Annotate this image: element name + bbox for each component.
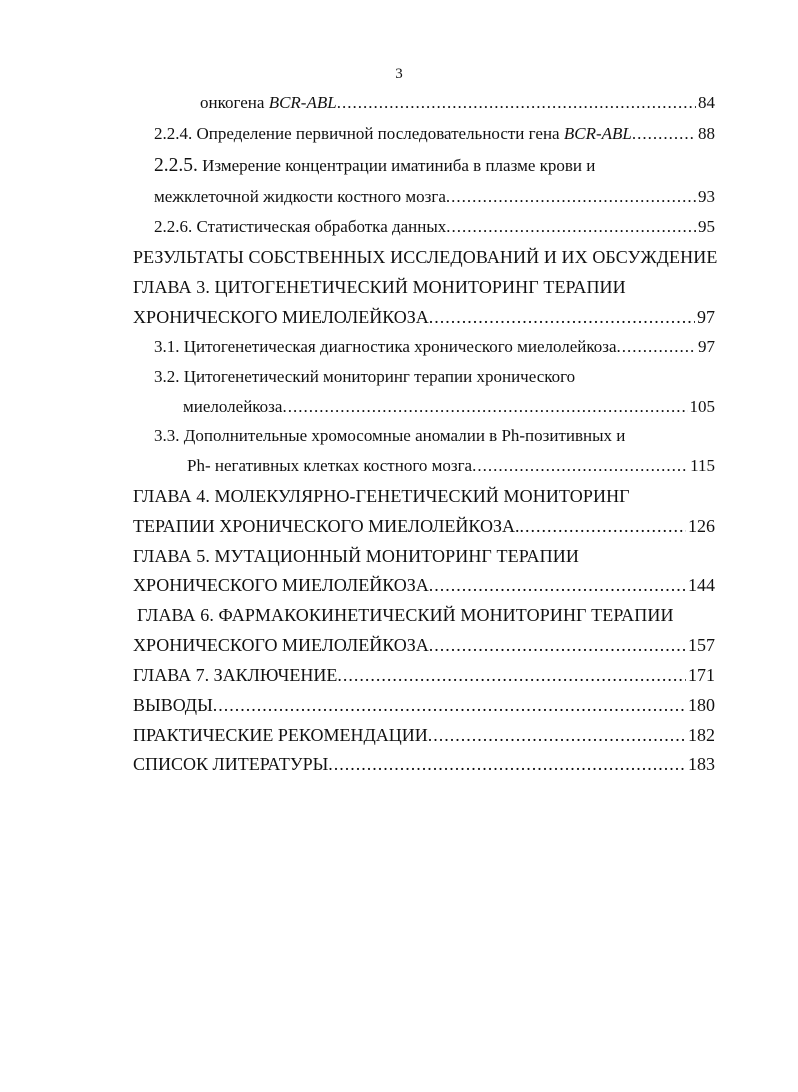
toc-entry-text: ГЛАВА 7. ЗАКЛЮЧЕНИЕ xyxy=(133,665,338,685)
toc-entry-2-2-4[interactable] xyxy=(154,123,715,145)
toc-page-number: 88 xyxy=(698,124,715,143)
toc-page-number: 93 xyxy=(698,187,715,206)
toc-entry-text: ВЫВОДЫ xyxy=(133,695,213,715)
toc-heading-results[interactable]: РЕЗУЛЬТАТЫ СОБСТВЕННЫХ ИССЛЕДОВАНИЙ И ИХ ОБСУЖДЕНИЕ xyxy=(133,247,718,267)
toc-page-number: 157 xyxy=(688,635,715,655)
toc-entry-text: Ph- негативных клетках костного мозга xyxy=(187,456,473,475)
toc-chapter-3-line2[interactable] xyxy=(133,306,715,328)
toc-page-number: 171 xyxy=(688,665,715,685)
leader-dots xyxy=(429,574,686,596)
toc-entry-text: 3.1. Цитогенетическая диагностика хронического миелолейкоза xyxy=(154,337,617,356)
toc-entry-3-1[interactable] xyxy=(154,336,715,358)
leader-dots xyxy=(617,336,696,358)
toc-entry-text: СПИСОК ЛИТЕРАТУРЫ xyxy=(133,754,329,774)
toc-chapter-4-line1[interactable]: ГЛАВА 4. МОЛЕКУЛЯРНО-ГЕНЕТИЧЕСКИЙ МОНИТОРИНГ xyxy=(133,486,630,506)
toc-chapter-6-line1[interactable]: ГЛАВА 6. ФАРМАКОКИНЕТИЧЕСКИЙ МОНИТОРИНГ ТЕРАПИИ xyxy=(137,605,674,625)
leader-dots xyxy=(632,123,696,145)
toc-entry-text: межклеточной жидкости костного мозга xyxy=(154,187,446,206)
toc-entry-text: ХРОНИЧЕСКОГО МИЕЛОЛЕЙКОЗА xyxy=(133,635,429,655)
toc-chapter-7[interactable] xyxy=(133,664,715,686)
toc-recommendations[interactable] xyxy=(133,724,715,746)
toc-entry-text: ХРОНИЧЕСКОГО МИЕЛОЛЕЙКОЗА xyxy=(133,307,429,327)
leader-dots xyxy=(472,455,688,477)
toc-entry-2-2-6[interactable] xyxy=(154,216,715,238)
toc-entry-text: миелолейкоза xyxy=(183,397,283,416)
leader-dots xyxy=(446,186,696,208)
toc-chapter-5-line1[interactable]: ГЛАВА 5. МУТАЦИОННЫЙ МОНИТОРИНГ ТЕРАПИИ xyxy=(133,546,579,566)
toc-page-number: 182 xyxy=(688,725,715,745)
toc-page-number: 84 xyxy=(698,93,715,112)
toc-entry-3-2-line2[interactable] xyxy=(183,396,715,418)
toc-page-number: 95 xyxy=(698,217,715,236)
leader-dots xyxy=(429,634,686,656)
toc-chapter-3-line1[interactable]: ГЛАВА 3. ЦИТОГЕНЕТИЧЕСКИЙ МОНИТОРИНГ ТЕРАПИИ xyxy=(133,277,626,297)
toc-entry-text: Измерение концентрации иматиниба в плазме крови и xyxy=(197,156,596,175)
leader-dots xyxy=(429,306,695,328)
toc-entry-text: 2.2.4. Определение первичной последовательности гена BCR-ABL xyxy=(154,124,632,143)
toc-chapter-4-line2[interactable] xyxy=(133,515,715,537)
toc-page-number: 126 xyxy=(688,516,715,536)
toc-entry-text: ТЕРАПИИ ХРОНИЧЕСКОГО МИЕЛОЛЕЙКОЗА. xyxy=(133,516,520,536)
leader-dots xyxy=(337,92,696,114)
toc-entry-3-2-line1[interactable]: 3.2. Цитогенетический мониторинг терапии хронического xyxy=(154,367,576,386)
toc-page-number: 97 xyxy=(697,307,715,327)
section-number: 2.2.5. xyxy=(154,155,198,176)
toc-entry-2-2-5-line2[interactable] xyxy=(154,186,715,208)
toc-chapter-6-line2[interactable] xyxy=(133,634,715,656)
toc-page-number: 180 xyxy=(688,695,715,715)
toc-chapter-5-line2[interactable] xyxy=(133,574,715,596)
toc-page-number: 105 xyxy=(689,397,715,416)
toc-entry-3-3-line1[interactable]: 3.3. Дополнительные хромосомные аномалии в Ph-позитивных и xyxy=(154,426,626,445)
leader-dots xyxy=(428,724,686,746)
toc-page-number: 183 xyxy=(688,754,715,774)
toc-page-number: 115 xyxy=(690,456,715,475)
toc-page-number: 97 xyxy=(698,337,715,356)
toc-entry-2-2-5-line1[interactable] xyxy=(154,155,595,177)
leader-dots xyxy=(446,216,696,238)
toc-entry-text: ХРОНИЧЕСКОГО МИЕЛОЛЕЙКОЗА xyxy=(133,575,429,595)
page-number: 3 xyxy=(395,66,403,82)
toc-entry-text: ПРАКТИЧЕСКИЕ РЕКОМЕНДАЦИИ xyxy=(133,725,428,745)
leader-dots xyxy=(213,694,686,716)
toc-entry-text: онкогена BCR-ABL xyxy=(200,93,337,112)
toc-entry-oncogene[interactable] xyxy=(200,92,715,114)
leader-dots xyxy=(519,515,686,537)
toc-conclusions[interactable] xyxy=(133,694,715,716)
toc-references[interactable] xyxy=(133,753,715,775)
toc-entry-text: 2.2.6. Статистическая обработка данных xyxy=(154,217,447,236)
toc-entry-3-3-line2[interactable] xyxy=(187,455,715,477)
leader-dots xyxy=(337,664,686,686)
toc-page-number: 144 xyxy=(688,575,715,595)
leader-dots xyxy=(328,753,686,775)
leader-dots xyxy=(282,396,687,418)
